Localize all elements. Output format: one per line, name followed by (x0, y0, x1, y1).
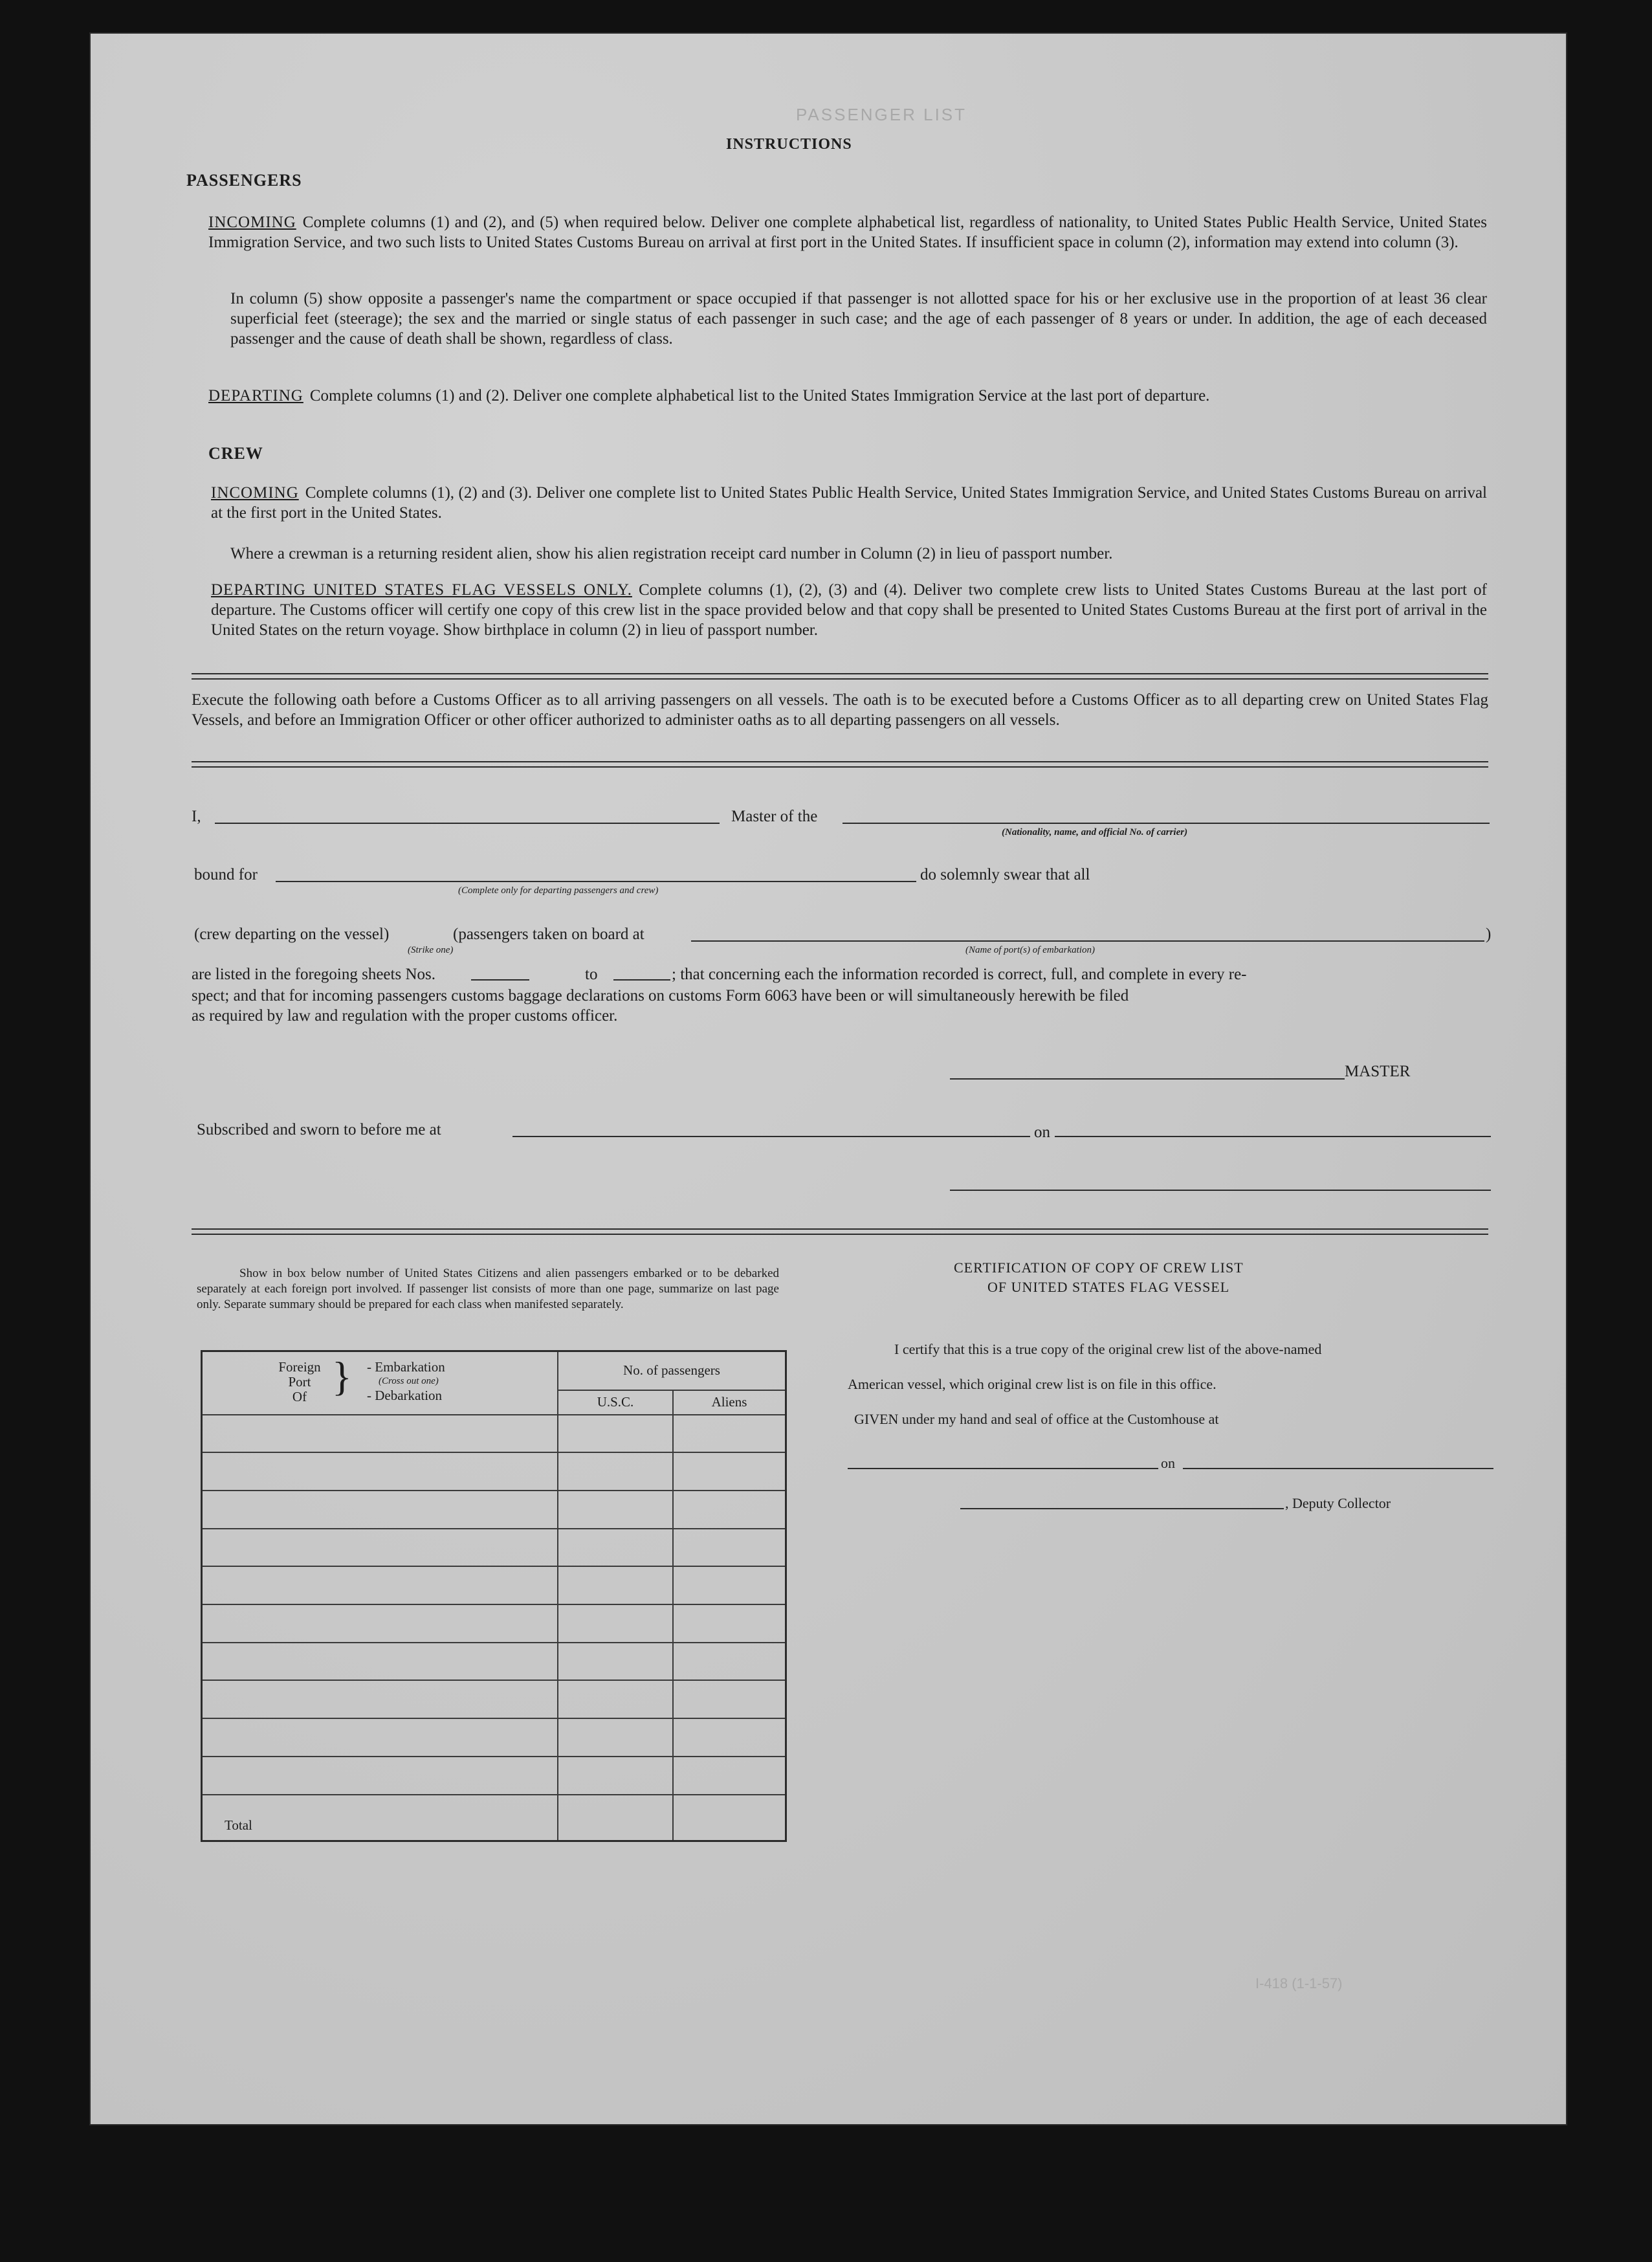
embarkation-port-field[interactable] (691, 940, 1484, 942)
passengers-taken-option-text: (passengers taken on board at (453, 926, 644, 943)
aliens-cell[interactable] (673, 1452, 786, 1491)
listed-text-3: spect; and that for incoming passengers customs baggage declarations on customs Form 6063 have been or will simultaneously herewith be filed (192, 987, 1129, 1004)
crew-departing-option[interactable] (194, 926, 389, 944)
customhouse-field[interactable] (848, 1468, 1158, 1469)
table-row (202, 1604, 786, 1643)
usc-column-header: U.S.C. (558, 1390, 673, 1415)
bleed-through-form-number: I-418 (1-1-57) (1255, 1975, 1343, 1991)
debarkation-option[interactable]: - Debarkation (367, 1388, 443, 1403)
divider-rule (192, 1228, 1488, 1230)
table-row (202, 1491, 786, 1529)
crew-incoming-paragraph (211, 483, 1487, 523)
summary-instructions: Show in box below number of United States Citizens and alien passengers embarked or to be debarked separately at each foreign port involved. If passenger list consists of more than one page, summarize on last page only. Separate summary should be prepared for each class when manifested separately. (197, 1267, 779, 1311)
passengers-incoming-lead: INCOMING (208, 214, 296, 231)
master-of-label: Master of the (731, 808, 818, 825)
nationality-hint: (Nationality, name, and official No. of carrier) (1002, 827, 1188, 837)
port-cell[interactable] (202, 1415, 558, 1453)
table-row (202, 1718, 786, 1757)
crew-incoming-lead: INCOMING (211, 484, 299, 502)
sworn-date-field[interactable] (1055, 1136, 1491, 1137)
listed-text-1: are listed in the foregoing sheets Nos. (192, 966, 435, 983)
oath-intro: Execute the following oath before a Customs Officer as to all arriving passengers on all vessels. The oath is to be executed before a Customs Officer as to all departing crew on United States Flag Vessels, and before an Immigration Officer or other officer authorized to administer oaths as to all departing passengers on all vessels. (192, 691, 1488, 729)
passengers-column5-paragraph: In column (5) show opposite a passenger's name the compartment or space occupied if that passenger is not allotted space for his or her exclusive use in the proportion of at least 36 clear superficial feet (steerage); the sex and the married or single status of each passenger in such case; and the age of each passenger of 8 years or under. In addition, the age of each deceased passenger and the cause of death shall be shown, regardless of class. (230, 290, 1487, 348)
sheet-to-field[interactable] (613, 979, 670, 981)
embarkation-option[interactable]: - Embarkation (367, 1359, 445, 1375)
subscribed-label: Subscribed and sworn to before me at (197, 1121, 441, 1138)
crew-heading: CREW (208, 444, 263, 463)
total-label: Total (202, 1795, 558, 1841)
table-row (202, 1529, 786, 1567)
divider-rule (192, 678, 1488, 680)
usc-cell[interactable] (558, 1718, 673, 1757)
passengers-taken-option[interactable] (453, 926, 644, 944)
table-row (202, 1415, 786, 1453)
port-hint: (Name of port(s) of embarkation) (965, 945, 1095, 955)
bound-for-hint: (Complete only for departing passengers and crew) (458, 885, 659, 896)
form-page (91, 34, 1566, 2124)
divider-rule (192, 761, 1488, 762)
crew-resident-paragraph: Where a crewman is a returning resident alien, show his alien registration receipt card number in Column (2) in lieu of passport number. (230, 545, 1113, 562)
table-row (202, 1643, 786, 1681)
usc-cell[interactable] (558, 1566, 673, 1604)
to-label: to (585, 966, 598, 983)
port-cell[interactable] (202, 1643, 558, 1681)
port-cell[interactable] (202, 1718, 558, 1757)
aliens-cell[interactable] (673, 1529, 786, 1567)
aliens-total-cell[interactable] (673, 1795, 786, 1841)
brace-glyph: } (332, 1353, 352, 1399)
table-row (202, 1566, 786, 1604)
aliens-cell[interactable] (673, 1757, 786, 1795)
deputy-collector-label: , Deputy Collector (1285, 1495, 1391, 1511)
passengers-heading: PASSENGERS (186, 171, 302, 190)
usc-cell[interactable] (558, 1491, 673, 1529)
foreign-label: Foreign (278, 1359, 321, 1375)
table-row (202, 1452, 786, 1491)
deputy-collector-signature-field[interactable] (960, 1508, 1284, 1509)
crew-departing-lead: DEPARTING UNITED STATES FLAG VESSELS ONLY. (211, 581, 632, 599)
usc-cell[interactable] (558, 1680, 673, 1718)
sworn-on-label: on (1034, 1124, 1050, 1141)
aliens-cell[interactable] (673, 1604, 786, 1643)
usc-cell[interactable] (558, 1604, 673, 1643)
usc-cell[interactable] (558, 1757, 673, 1795)
certification-text3: GIVEN under my hand and seal of office at the Customhouse at (854, 1411, 1219, 1427)
swear-label: do solemnly swear that all (920, 866, 1090, 883)
certification-date-field[interactable] (1183, 1468, 1493, 1469)
sworn-place-field[interactable] (512, 1136, 1030, 1137)
port-cell[interactable] (202, 1452, 558, 1491)
foreign-port-header (202, 1351, 558, 1415)
port-cell[interactable] (202, 1491, 558, 1529)
master-signature-field[interactable] (950, 1078, 1345, 1080)
close-paren: ) (1486, 926, 1492, 943)
foreign-port-of-label (269, 1360, 331, 1404)
no-of-passengers-header: No. of passengers (558, 1351, 786, 1390)
passengers-departing-lead: DEPARTING (208, 387, 303, 405)
carrier-field[interactable] (843, 823, 1490, 824)
table-row (202, 1680, 786, 1718)
officer-signature-field[interactable] (950, 1190, 1491, 1191)
strike-one-hint: (Strike one) (408, 945, 454, 955)
usc-total-cell[interactable] (558, 1795, 673, 1841)
bleed-through-text: PASSENGER LIST (796, 105, 967, 124)
crew-departing-option-text: (crew departing on the vessel) (194, 926, 390, 943)
port-label: Port (288, 1374, 311, 1390)
divider-rule (192, 1234, 1488, 1235)
instructions-title: INSTRUCTIONS (726, 136, 852, 153)
port-cell[interactable] (202, 1604, 558, 1643)
sheet-from-field[interactable] (471, 979, 529, 981)
port-cell[interactable] (202, 1680, 558, 1718)
embark-debark-options (367, 1360, 445, 1403)
crew-departing-paragraph (211, 580, 1487, 640)
port-cell[interactable] (202, 1566, 558, 1604)
crew-incoming-text: Complete columns (1), (2) and (3). Deliver one complete list to United States Public Health Service, United States Immigration Service, and United States Customs Bureau on arrival at the first port in the United States. (211, 484, 1487, 522)
usc-cell[interactable] (558, 1643, 673, 1681)
cross-out-hint: (Cross out one) (379, 1376, 439, 1386)
certification-text2: American vessel, which original crew list is on file in this office. (848, 1376, 1217, 1392)
aliens-column-header: Aliens (673, 1390, 786, 1415)
certification-title-line2: OF UNITED STATES FLAG VESSEL (987, 1279, 1230, 1295)
port-cell[interactable] (202, 1529, 558, 1567)
aliens-cell[interactable] (673, 1566, 786, 1604)
listed-text-4: as required by law and regulation with the proper customs officer. (192, 1007, 618, 1025)
passengers-incoming-text: Complete columns (1) and (2), and (5) when required below. Deliver one complete alphabetical list, regardless of nationality, to United States Public Health Service, United States Immigration Service, and two such lists to United States Customs Bureau on arrival at first port in the United States. If insufficient space in column (2), information may extend into column (3). (208, 214, 1487, 251)
certification-text1: I certify that this is a true copy of the original crew list of the above-named (894, 1341, 1322, 1357)
usc-cell[interactable] (558, 1529, 673, 1567)
certification-on-label: on (1161, 1455, 1175, 1471)
divider-rule (192, 673, 1488, 674)
total-row (202, 1795, 786, 1841)
usc-cell[interactable] (558, 1452, 673, 1491)
master-name-field[interactable] (215, 823, 720, 824)
passengers-departing-text: Complete columns (1) and (2). Deliver one complete alphabetical list to the United States Immigration Service at the last port of departure. (309, 387, 1210, 405)
bound-for-label: bound for (194, 866, 258, 883)
master-label: MASTER (1345, 1063, 1411, 1080)
listed-text-2: ; that concerning each the information recorded is correct, full, and complete in every re- (672, 966, 1247, 983)
of-label: Of (292, 1389, 307, 1404)
aliens-cell[interactable] (673, 1415, 786, 1453)
aliens-cell[interactable] (673, 1643, 786, 1681)
passengers-departing-paragraph (208, 386, 1487, 406)
bound-for-field[interactable] (276, 881, 916, 882)
certification-title-line1: CERTIFICATION OF COPY OF CREW LIST (954, 1259, 1244, 1276)
divider-rule (192, 766, 1488, 768)
aliens-cell[interactable] (673, 1491, 786, 1529)
usc-cell[interactable] (558, 1415, 673, 1453)
passengers-incoming-paragraph (208, 212, 1487, 252)
aliens-cell[interactable] (673, 1718, 786, 1757)
table-row (202, 1757, 786, 1795)
passenger-summary-table (201, 1350, 787, 1842)
port-cell[interactable] (202, 1757, 558, 1795)
crew-departing-text: Complete columns (1), (2), (3) and (4). Deliver two complete crew lists to United States Customs Bureau at the last port of departure. The Customs officer will certify one copy of this crew list in the space provided below and that copy shall be presented to United States Customs Bureau at the first port of arrival in the United States on the return voyage. Show birthplace in column (2) in lieu of passport number. (211, 581, 1487, 639)
oath-i-label: I, (192, 808, 201, 825)
aliens-cell[interactable] (673, 1680, 786, 1718)
